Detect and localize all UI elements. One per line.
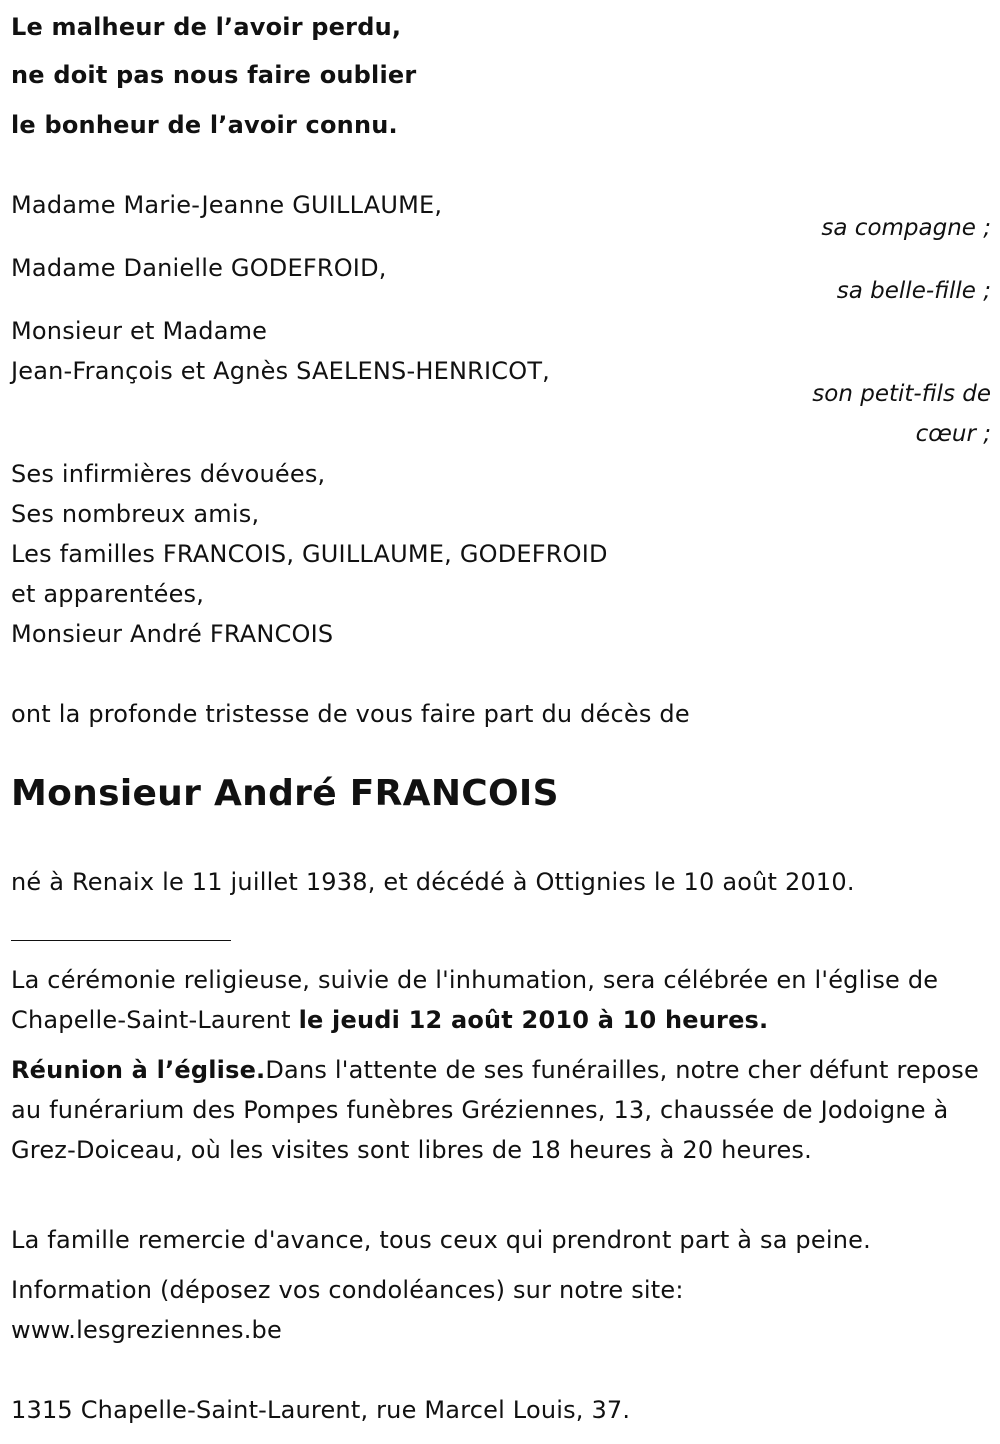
ceremony-text: La cérémonie religieuse, suivie de l'inhumation, sera célébrée en l'église de Chapelle-Saint-Laurent (11, 966, 939, 1034)
deceased-dates: né à Renaix le 11 juillet 1938, et décédé à Ottignies le 10 août 2010. (11, 868, 855, 896)
grandson-role-line-2: cœur ; (915, 421, 991, 447)
quote-line-1: Le malheur de l’avoir perdu, (11, 13, 402, 41)
ceremony-paragraph (11, 960, 986, 1040)
ceremony-date: le jeudi 12 août 2010 à 10 heures. (298, 1006, 769, 1034)
viewing-location: Réunion à l’église. (11, 1056, 266, 1084)
family-others-line: Ses infirmières dévouées, (11, 460, 326, 488)
family-others-line: Les familles FRANCOIS, GUILLAUME, GODEFROID (11, 540, 608, 568)
obituary-document (11, 0, 991, 1444)
family-others-line: Monsieur André FRANCOIS (11, 620, 334, 648)
separator-line (11, 940, 231, 941)
announcement: ont la profonde tristesse de vous faire part du décès de (11, 700, 690, 728)
info-line: Information (déposez vos condoléances) sur notre site: (11, 1276, 684, 1304)
deceased-name: Monsieur André FRANCOIS (11, 773, 559, 814)
grandson-line-1: Monsieur et Madame (11, 317, 268, 345)
stepdaughter-name: Madame Danielle GODEFROID, (11, 254, 387, 282)
quote-line-3: le bonheur de l’avoir connu. (11, 111, 398, 139)
website-link[interactable]: www.lesgreziennes.be (11, 1316, 282, 1344)
grandson-role-line-1: son petit-fils de (812, 381, 991, 407)
viewing-paragraph (11, 1050, 986, 1170)
quote-line-2: ne doit pas nous faire oublier (11, 61, 417, 89)
family-others-line: et apparentées, (11, 580, 205, 608)
companion-name: Madame Marie-Jeanne GUILLAUME, (11, 191, 443, 219)
viewing-text: Dans l'attente de ses funérailles, notre cher défunt repose au funérarium des Pompes funèbres Gréziennes, 13, chaussée de Jodoigne à Grez-Doiceau, où les visites sont libres de 18 heures à 20 heures. (11, 1056, 979, 1164)
stepdaughter-role: sa belle-fille ; (836, 278, 991, 304)
thanks-text: La famille remercie d'avance, tous ceux qui prendront part à sa peine. (11, 1226, 871, 1254)
grandson-line-2: Jean-François et Agnès SAELENS-HENRICOT, (11, 357, 551, 385)
family-others-line: Ses nombreux amis, (11, 500, 260, 528)
companion-role: sa compagne ; (821, 215, 991, 241)
address: 1315 Chapelle-Saint-Laurent, rue Marcel Louis, 37. (11, 1396, 631, 1424)
